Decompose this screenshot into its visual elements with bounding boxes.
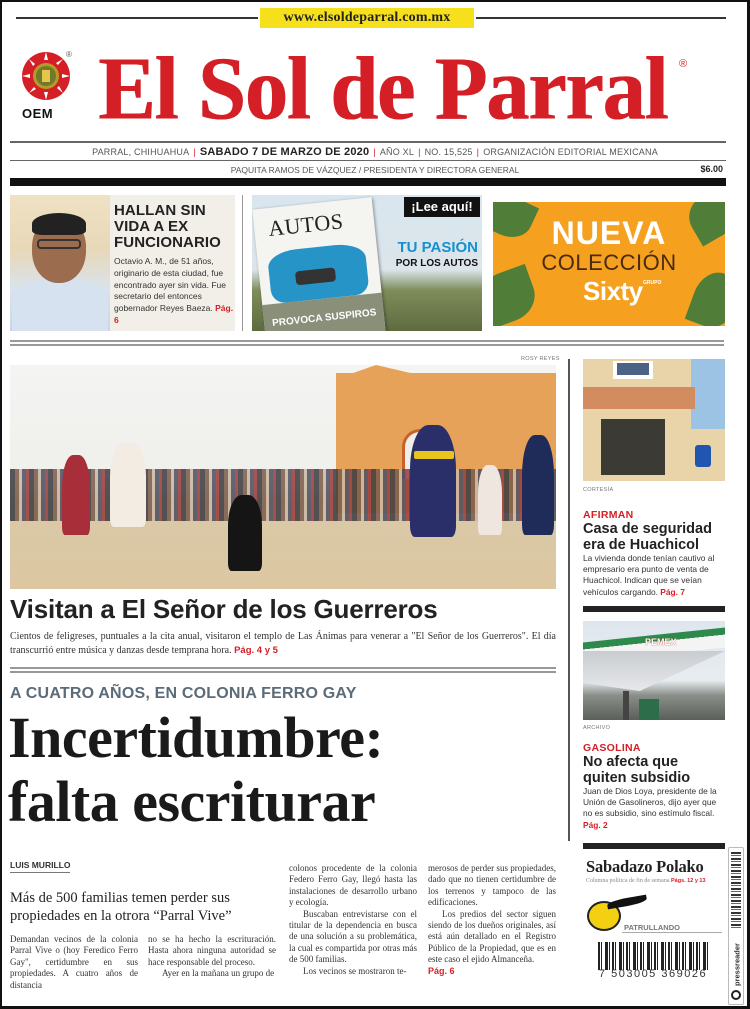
lead-kicker: A CUATRO AÑOS, EN COLONIA FERRO GAY — [10, 685, 357, 702]
dateline-rule — [10, 160, 726, 161]
sidebar-photo-house[interactable] — [583, 359, 725, 481]
ad-line-coleccion: COLECCIÓN — [541, 250, 677, 275]
page-reference[interactable]: Pág. 6 — [428, 965, 455, 976]
pressreader-badge[interactable] — [728, 847, 744, 1005]
dancer-figure — [522, 435, 554, 535]
main-body: Cientos de feligreses, puntuales a la cita anual, visitaron el templo de Las Ánimas para venerar a "El Señor de los Guerreros". El día transcurrió entre música y danzas desde temprana hora. Pág. 4 y 5 — [10, 631, 556, 656]
director-line: PAQUITA RAMOS DE VÁZQUEZ / PRESIDENTA Y DIRECTORA GENERAL — [230, 165, 520, 175]
lead-headline[interactable]: Incertidumbre: falta escriturar — [8, 705, 384, 834]
sidebar-black-bar — [583, 606, 725, 612]
masthead-title[interactable]: El Sol de Parral — [98, 37, 668, 139]
issue-number: NO. 15,525 — [424, 147, 473, 157]
patrullando-label[interactable]: PATRULLANDO — [622, 923, 722, 933]
byline: LUIS MURILLO — [10, 860, 70, 873]
ad-brand-prefix: GRUPO — [643, 280, 662, 286]
top-rule-right — [476, 17, 726, 19]
dancer-figure — [228, 495, 262, 571]
barcode-number: 7 503005 369026 — [598, 968, 708, 980]
masthead-black-bar — [10, 178, 726, 186]
barcode-icon — [598, 942, 710, 970]
teaser-divider — [242, 195, 243, 331]
column-title[interactable]: Sabadazo Polako — [586, 857, 704, 876]
location: PARRAL, CHIHUAHUA — [92, 147, 190, 157]
sidebar-body: La vivienda donde tenían cautivo al empresario era punto de venta de Huachicol. Indican que se veían vehículos cargando. Pág. 7 — [583, 553, 715, 597]
pasion-headline: TU PASIÓN — [397, 239, 478, 256]
masthead-rule — [10, 141, 726, 143]
page-reference[interactable]: Pág. 2 — [583, 819, 608, 830]
photo-credit: ROSY REYES — [521, 356, 560, 362]
main-headline[interactable]: Visitan a El Señor de los Guerreros — [10, 594, 438, 624]
teaser-autos-magazine[interactable] — [252, 195, 482, 331]
masthead-registered-mark: ® — [679, 58, 688, 70]
dancer-figure — [110, 443, 146, 527]
crowd-image — [10, 469, 556, 521]
ad-line-nueva: NUEVA — [551, 215, 667, 251]
teaser-photo-portrait — [10, 195, 110, 331]
main-photo-danzantes[interactable] — [10, 365, 556, 589]
sidebar-headline[interactable]: Casa de seguridad era de Huachicol — [583, 521, 712, 553]
sidebar-divider — [568, 359, 570, 841]
oem-sun-logo-icon — [20, 50, 72, 102]
pressreader-logo-icon — [731, 990, 741, 1000]
column-subtitle: Columna política de fin de semana Págs. 12 y 13 — [586, 878, 706, 884]
teaser-headline: HALLAN SIN VIDA A EX FUNCIONARIO — [114, 202, 221, 251]
autos-magazine-cover — [252, 197, 386, 331]
oem-logo-text: OEM — [22, 106, 54, 121]
sidebar-headline[interactable]: No afecta que quiten subsidio — [583, 754, 691, 786]
section-double-rule — [10, 340, 724, 346]
dancer-figure — [478, 465, 502, 535]
page-reference[interactable]: Pág. 7 — [660, 586, 685, 597]
issue-date: SABADO 7 DE MARZO DE 2020 — [199, 146, 370, 158]
teaser-body: Octavio A. M., de 51 años, originario de esta ciudad, fue encontrado ayer sin vida. Fue secretario del entonces gobernador Reyes Baeza. Pág. 6 — [114, 256, 234, 325]
dancer-figure — [410, 425, 456, 537]
read-here-badge[interactable]: ¡Lee aquí! — [404, 197, 480, 217]
dateline: PARRAL, CHIHUAHUA | SABADO 7 DE MARZO DE 2020 | AÑO XL | NO. 15,525 | ORGANIZACIÓN EDITORIAL MEXICANA — [92, 146, 658, 158]
lead-subheadline: Más de 500 familias temen perder sus propiedades en la otrora “Parral Vive” — [10, 890, 232, 924]
logo-registered-mark: ® — [66, 50, 72, 59]
magazine-tagline: PROVOCA SUSPIROS — [271, 307, 377, 330]
photo-credit: CORTESÍA — [583, 487, 614, 493]
article-column-1: Demandan vecinos de la colonia Parral Vive o (hoy Feredico Ferro Gay", certidumbre en sus propiedades. A cuatro años de distancia — [10, 934, 138, 990]
article-column-4: merosos de perder sus propiedades, dado que no tienen certidumbre de los terrenos y tampoco de las edificaciones. Los predios del sector siguen siendo de los dueños originales, así está aún detallado en el Registro Público de la Propiedad, que es en este caso el ejido Almanceña. Pág. 6 — [428, 863, 556, 976]
qr-code-icon — [731, 852, 741, 930]
lemon-leaf-icon — [607, 895, 648, 910]
autos-headline: POR LOS AUTOS — [395, 258, 478, 269]
sidebar-photo-pemex[interactable] — [583, 621, 725, 720]
page-reference[interactable]: Págs. 12 y 13 — [670, 878, 706, 884]
magazine-title: AUTOS — [266, 208, 345, 242]
year: AÑO XL — [379, 147, 415, 157]
sidebar-kicker: GASOLINA — [583, 742, 641, 754]
ad-brand-sixty: Sixty — [583, 276, 643, 306]
pressreader-label: pressreader — [732, 943, 742, 986]
sidebar-body: Juan de Dios Loya, presidente de la Unión de Gasolineros, dijo ayer que no es subsidio, sino estímulo fiscal. Pág. 2 — [583, 786, 717, 830]
top-rule-left — [16, 17, 258, 19]
dancer-figure — [62, 455, 90, 535]
sidebar-black-bar — [583, 843, 725, 849]
teaser-hallan-sin-vida[interactable] — [10, 195, 235, 331]
ad-nueva-coleccion-sixty[interactable] — [493, 202, 725, 326]
website-url[interactable]: www.elsoldeparral.com.mx — [260, 8, 474, 28]
pemex-sign: PEMEX — [645, 637, 677, 647]
section-double-rule — [10, 667, 556, 673]
photo-credit: ARCHIVO — [583, 725, 611, 731]
page-reference[interactable]: Pág. 4 y 5 — [234, 644, 278, 656]
sidebar-kicker: AFIRMAN — [583, 509, 634, 521]
article-column-3: colonos procedente de la colonia Federo Ferro Gay, llegó hasta las instalaciones de desarrollo urbano y ecología. Buscaban entrevistarse con el titular de la dependencia en busca de una solución a su problemática, la cual es compartida por otras más de 500 familias. Los vecinos se mostraron te- — [289, 863, 417, 976]
article-column-2: no se ha hecho la escrituración. Hasta ahora ninguna autoridad se hace responsable del proceso. Ayer en la mañana un grupo de — [148, 934, 276, 979]
organization: ORGANIZACIÓN EDITORIAL MEXICANA — [483, 147, 658, 157]
price: $6.00 — [700, 164, 723, 174]
page-reference[interactable]: Pág. 6 — [114, 303, 234, 325]
dancer-sash — [414, 451, 454, 459]
